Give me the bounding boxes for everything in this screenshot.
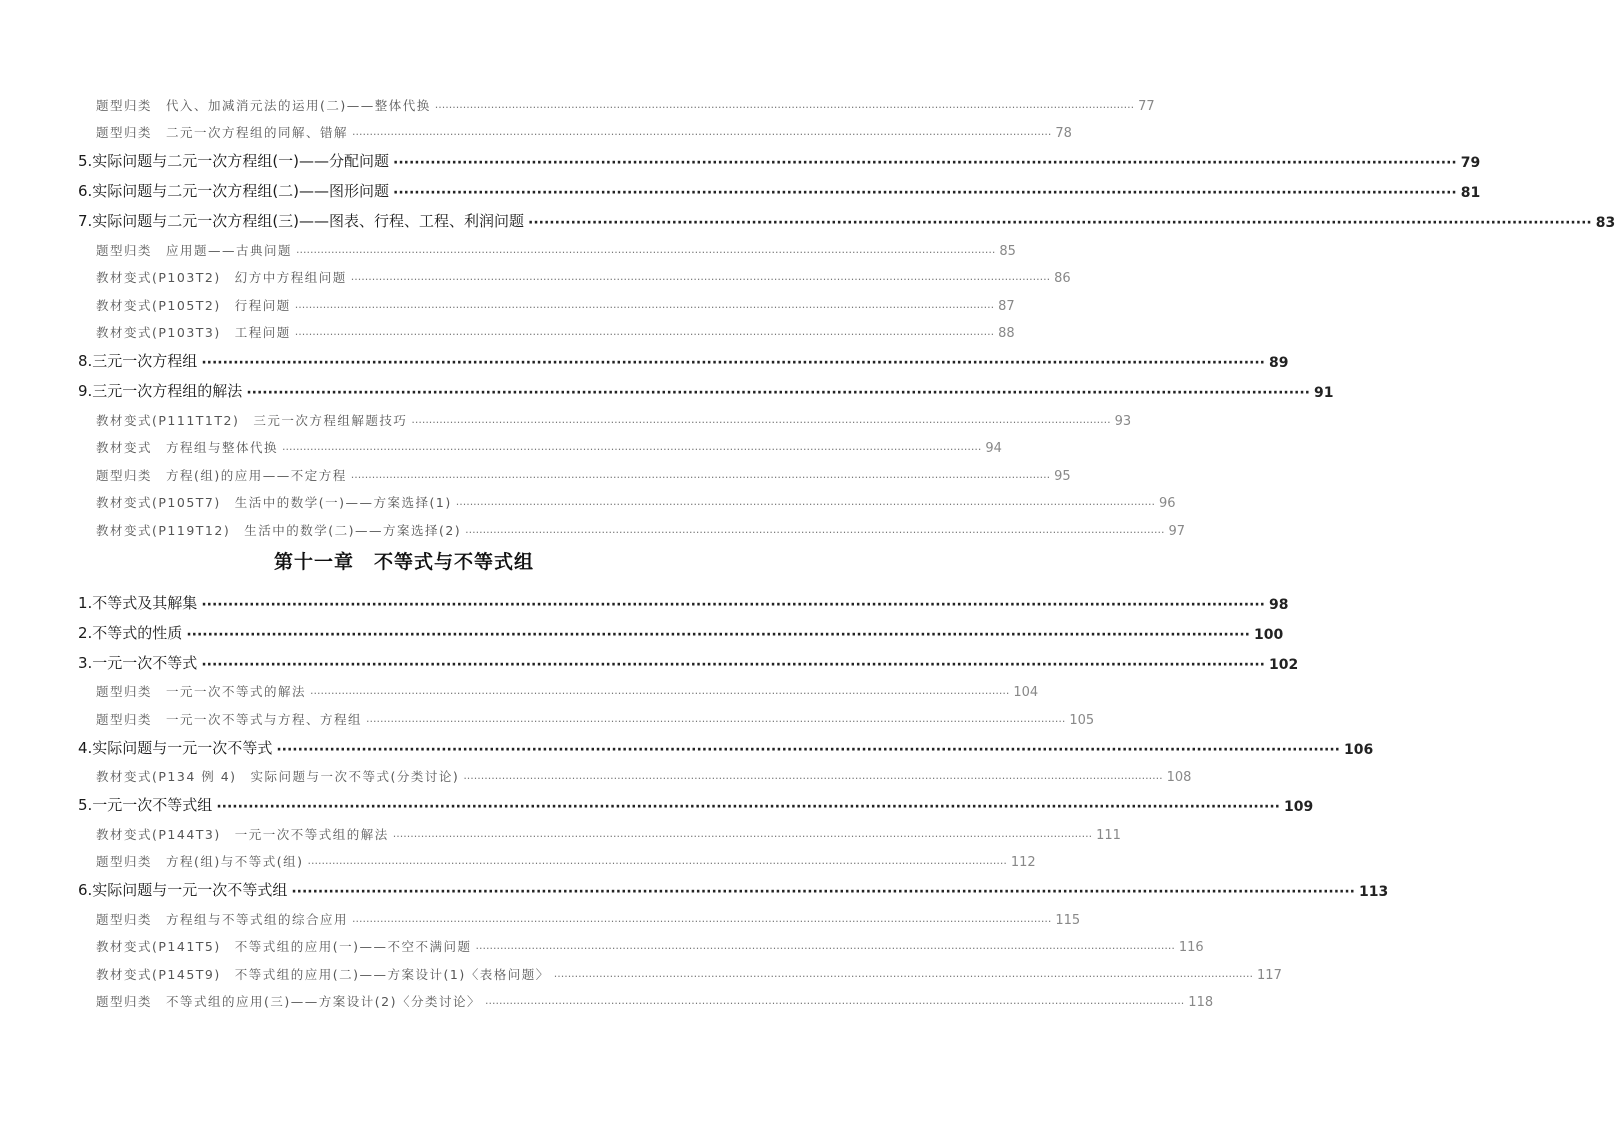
toc-subentry[interactable] bbox=[78, 843, 1036, 871]
toc-subentry[interactable] bbox=[78, 401, 1132, 429]
toc-entry-title: 8.三元一次方程组 bbox=[78, 352, 198, 370]
toc-subentry[interactable] bbox=[78, 983, 1214, 1011]
dot-leader: ········································································································································································································ bbox=[296, 245, 996, 259]
toc-subentry[interactable] bbox=[78, 456, 1071, 484]
toc-page-number: 112 bbox=[1010, 855, 1036, 870]
toc-section-entry[interactable] bbox=[78, 171, 1481, 201]
toc-page-number: 100 bbox=[1253, 626, 1284, 643]
toc-page-number: 94 bbox=[985, 441, 1002, 456]
toc-entry-title: 教材变式(P134 例 4) 实际问题与一次不等式(分类讨论) bbox=[96, 769, 460, 784]
toc-entry-title: 题型归类 一元一次不等式的解法 bbox=[96, 684, 307, 699]
dot-leader: ········································································································································································································ bbox=[465, 525, 1165, 539]
toc-page-number: 97 bbox=[1168, 523, 1186, 539]
toc-page-number: 98 bbox=[1268, 596, 1289, 613]
toc-entry-title: 9.三元一次方程组的解法 bbox=[78, 382, 243, 400]
dot-leader: ········································································································································································································ bbox=[463, 772, 1163, 785]
toc-page-number: 78 bbox=[1055, 126, 1072, 141]
toc-entry-title: 7.实际问题与二元一次方程组(三)——图表、行程、工程、利润问题 bbox=[78, 212, 525, 230]
toc-entry-title: 1.不等式及其解集 bbox=[78, 593, 198, 612]
toc-subentry[interactable] bbox=[78, 928, 1204, 956]
toc-section-entry[interactable] bbox=[78, 201, 1615, 231]
toc-entry-title: 6.实际问题与二元一次方程组(二)——图形问题 bbox=[78, 182, 390, 200]
toc-entry-title: 教材变式(P145T9) 不等式组的应用(二)——方案设计(1)〈表格问题〉 bbox=[96, 966, 550, 982]
toc-subentry[interactable] bbox=[78, 955, 1282, 983]
toc-entry-title: 教材变式(P144T3) 一元一次不等式组的解法 bbox=[96, 826, 389, 842]
dot-leader: ········································································································································································································ bbox=[201, 596, 1265, 613]
toc-entry-title: 题型归类 代入、加减消元法的运用(二)——整体代换 bbox=[96, 97, 431, 113]
toc-section-entry[interactable] bbox=[78, 371, 1334, 401]
toc-page-number: 93 bbox=[1114, 413, 1132, 429]
dot-leader: ········································································································································································································ bbox=[186, 626, 1250, 643]
toc-section-entry[interactable] bbox=[78, 643, 1299, 673]
toc-subentry[interactable] bbox=[78, 86, 1155, 114]
toc-entry-title: 5.一元一次不等式组 bbox=[78, 796, 213, 814]
toc-page-number: 117 bbox=[1257, 967, 1282, 983]
toc-page-number: 104 bbox=[1013, 685, 1039, 700]
toc-entry-title: 4.实际问题与一元一次不等式 bbox=[78, 738, 273, 757]
toc-entry-title: 题型归类 二元一次方程组的同解、错解 bbox=[96, 125, 349, 140]
toc-entry-title: 题型归类 方程(组)与不等式(组) bbox=[96, 854, 304, 869]
toc-subentry[interactable] bbox=[78, 900, 1081, 928]
toc-page-number: 91 bbox=[1314, 385, 1334, 401]
toc-page-number: 102 bbox=[1268, 656, 1299, 673]
toc-subentry[interactable] bbox=[78, 484, 1176, 512]
toc-entry-title: 5.实际问题与二元一次方程组(一)——分配问题 bbox=[78, 152, 390, 170]
dot-leader: ········································································································································································································ bbox=[366, 714, 1066, 728]
dot-leader: ········································································································································································································ bbox=[528, 215, 1592, 231]
toc-section-entry[interactable] bbox=[78, 728, 1374, 758]
dot-leader: ········································································································································································································ bbox=[434, 100, 1135, 114]
toc-section-entry[interactable] bbox=[78, 785, 1314, 815]
toc-page-number: 79 bbox=[1460, 155, 1481, 171]
toc-entry-title: 3.一元一次不等式 bbox=[78, 653, 198, 672]
toc-entry-title: 教材变式(P103T3) 工程问题 bbox=[96, 325, 291, 340]
dot-leader: ········································································································································································································ bbox=[553, 969, 1254, 983]
toc-entry-title: 教材变式(P105T7) 生活中的数学(一)——方案选择(1) bbox=[96, 495, 452, 510]
toc-section-entry[interactable] bbox=[78, 583, 1289, 613]
toc-page-number: 87 bbox=[998, 298, 1015, 314]
dot-leader: ········································································································································································································ bbox=[475, 942, 1175, 955]
dot-leader: ········································································································································································································ bbox=[484, 997, 1185, 1010]
toc-subentry[interactable] bbox=[78, 429, 1002, 457]
toc-entry-title: 题型归类 不等式组的应用(三)——方案设计(2)〈分类讨论〉 bbox=[96, 994, 481, 1009]
toc-page-number: 111 bbox=[1096, 827, 1121, 843]
dot-leader: ········································································································································································································ bbox=[307, 857, 1007, 870]
dot-leader: ········································································································································································································ bbox=[294, 300, 995, 314]
toc-entry-title: 教材变式(P119T12) 生活中的数学(二)——方案选择(2) bbox=[96, 522, 462, 538]
toc-page-number: 108 bbox=[1166, 770, 1192, 785]
toc-entry-title: 题型归类 一元一次不等式与方程、方程组 bbox=[96, 711, 363, 727]
toc-entry-title: 教材变式(P141T5) 不等式组的应用(一)——不空不满问题 bbox=[96, 939, 472, 954]
toc-page-number: 96 bbox=[1159, 496, 1176, 511]
toc-page-number: 77 bbox=[1138, 98, 1155, 114]
toc-page-number: 109 bbox=[1283, 799, 1314, 815]
toc-page-number: 118 bbox=[1188, 995, 1214, 1010]
toc-subentry[interactable] bbox=[78, 114, 1072, 142]
table-of-contents bbox=[78, 86, 1615, 1010]
chapter-heading: 第十一章 不等式与不等式组 bbox=[273, 551, 534, 573]
toc-subentry[interactable] bbox=[78, 231, 1016, 259]
toc-entry-title: 教材变式 方程组与整体代换 bbox=[96, 440, 279, 455]
dot-leader: ········································································································································································································ bbox=[310, 687, 1010, 700]
toc-page-number: 105 bbox=[1069, 712, 1095, 728]
toc-subentry[interactable] bbox=[78, 815, 1121, 843]
dot-leader: ········································································································································································································ bbox=[216, 799, 1280, 815]
toc-entry-title: 教材变式(P111T1T2) 三元一次方程组解题技巧 bbox=[96, 412, 408, 428]
dot-leader: ········································································································································································································ bbox=[393, 185, 1457, 201]
dot-leader: ········································································································································································································ bbox=[276, 741, 1340, 758]
toc-page-number: 116 bbox=[1178, 940, 1204, 955]
toc-subentry[interactable] bbox=[78, 286, 1015, 314]
dot-leader: ········································································································································································································ bbox=[282, 443, 982, 456]
toc-entry-title: 教材变式(P103T2) 幻方中方程组问题 bbox=[96, 270, 347, 285]
toc-section-entry[interactable] bbox=[78, 141, 1481, 171]
toc-entry-title: 题型归类 方程(组)的应用——不定方程 bbox=[96, 467, 347, 483]
dot-leader: ········································································································································································································ bbox=[411, 415, 1111, 429]
dot-leader: ········································································································································································································ bbox=[352, 128, 1052, 141]
toc-section-entry[interactable] bbox=[78, 341, 1289, 371]
toc-entry-title: 题型归类 应用题——古典问题 bbox=[96, 242, 293, 258]
toc-subentry[interactable] bbox=[78, 673, 1039, 701]
toc-page-number: 86 bbox=[1054, 271, 1071, 286]
toc-entry-title: 6.实际问题与一元一次不等式组 bbox=[78, 881, 288, 899]
toc-section-entry[interactable] bbox=[78, 613, 1284, 643]
toc-page-number: 113 bbox=[1359, 884, 1389, 900]
toc-subentry[interactable] bbox=[78, 511, 1186, 539]
dot-leader: ········································································································································································································ bbox=[392, 829, 1093, 843]
dot-leader: ········································································································································································································ bbox=[246, 385, 1310, 401]
toc-page-number: 115 bbox=[1055, 912, 1081, 928]
toc-subentry[interactable] bbox=[78, 758, 1192, 786]
dot-leader: ········································································································································································································ bbox=[393, 155, 1457, 171]
toc-entry-title: 2.不等式的性质 bbox=[78, 623, 183, 642]
toc-entry-title: 教材变式(P105T2) 行程问题 bbox=[96, 297, 291, 313]
dot-leader: ········································································································································································································ bbox=[350, 273, 1051, 286]
dot-leader: ········································································································································································································ bbox=[455, 498, 1156, 511]
dot-leader: ········································································································································································································ bbox=[352, 914, 1052, 928]
toc-page-number: 95 bbox=[1054, 468, 1071, 484]
dot-leader: ········································································································································································································ bbox=[294, 328, 995, 341]
toc-section-entry[interactable] bbox=[78, 870, 1389, 900]
toc-subentry[interactable] bbox=[78, 314, 1015, 342]
dot-leader: ········································································································································································································ bbox=[201, 355, 1265, 371]
toc-page-number: 81 bbox=[1460, 185, 1481, 201]
dot-leader: ········································································································································································································ bbox=[350, 470, 1051, 484]
toc-page-number: 85 bbox=[999, 243, 1016, 259]
toc-subentry[interactable] bbox=[78, 700, 1095, 728]
dot-leader: ········································································································································································································ bbox=[291, 884, 1355, 900]
toc-page-number: 83 bbox=[1595, 215, 1615, 231]
dot-leader: ········································································································································································································ bbox=[201, 656, 1265, 673]
toc-subentry[interactable] bbox=[78, 259, 1071, 287]
toc-page-number: 89 bbox=[1268, 355, 1289, 371]
toc-page-number: 88 bbox=[998, 326, 1015, 341]
toc-entry-title: 题型归类 方程组与不等式组的综合应用 bbox=[96, 911, 349, 927]
toc-page-number: 106 bbox=[1344, 741, 1374, 758]
